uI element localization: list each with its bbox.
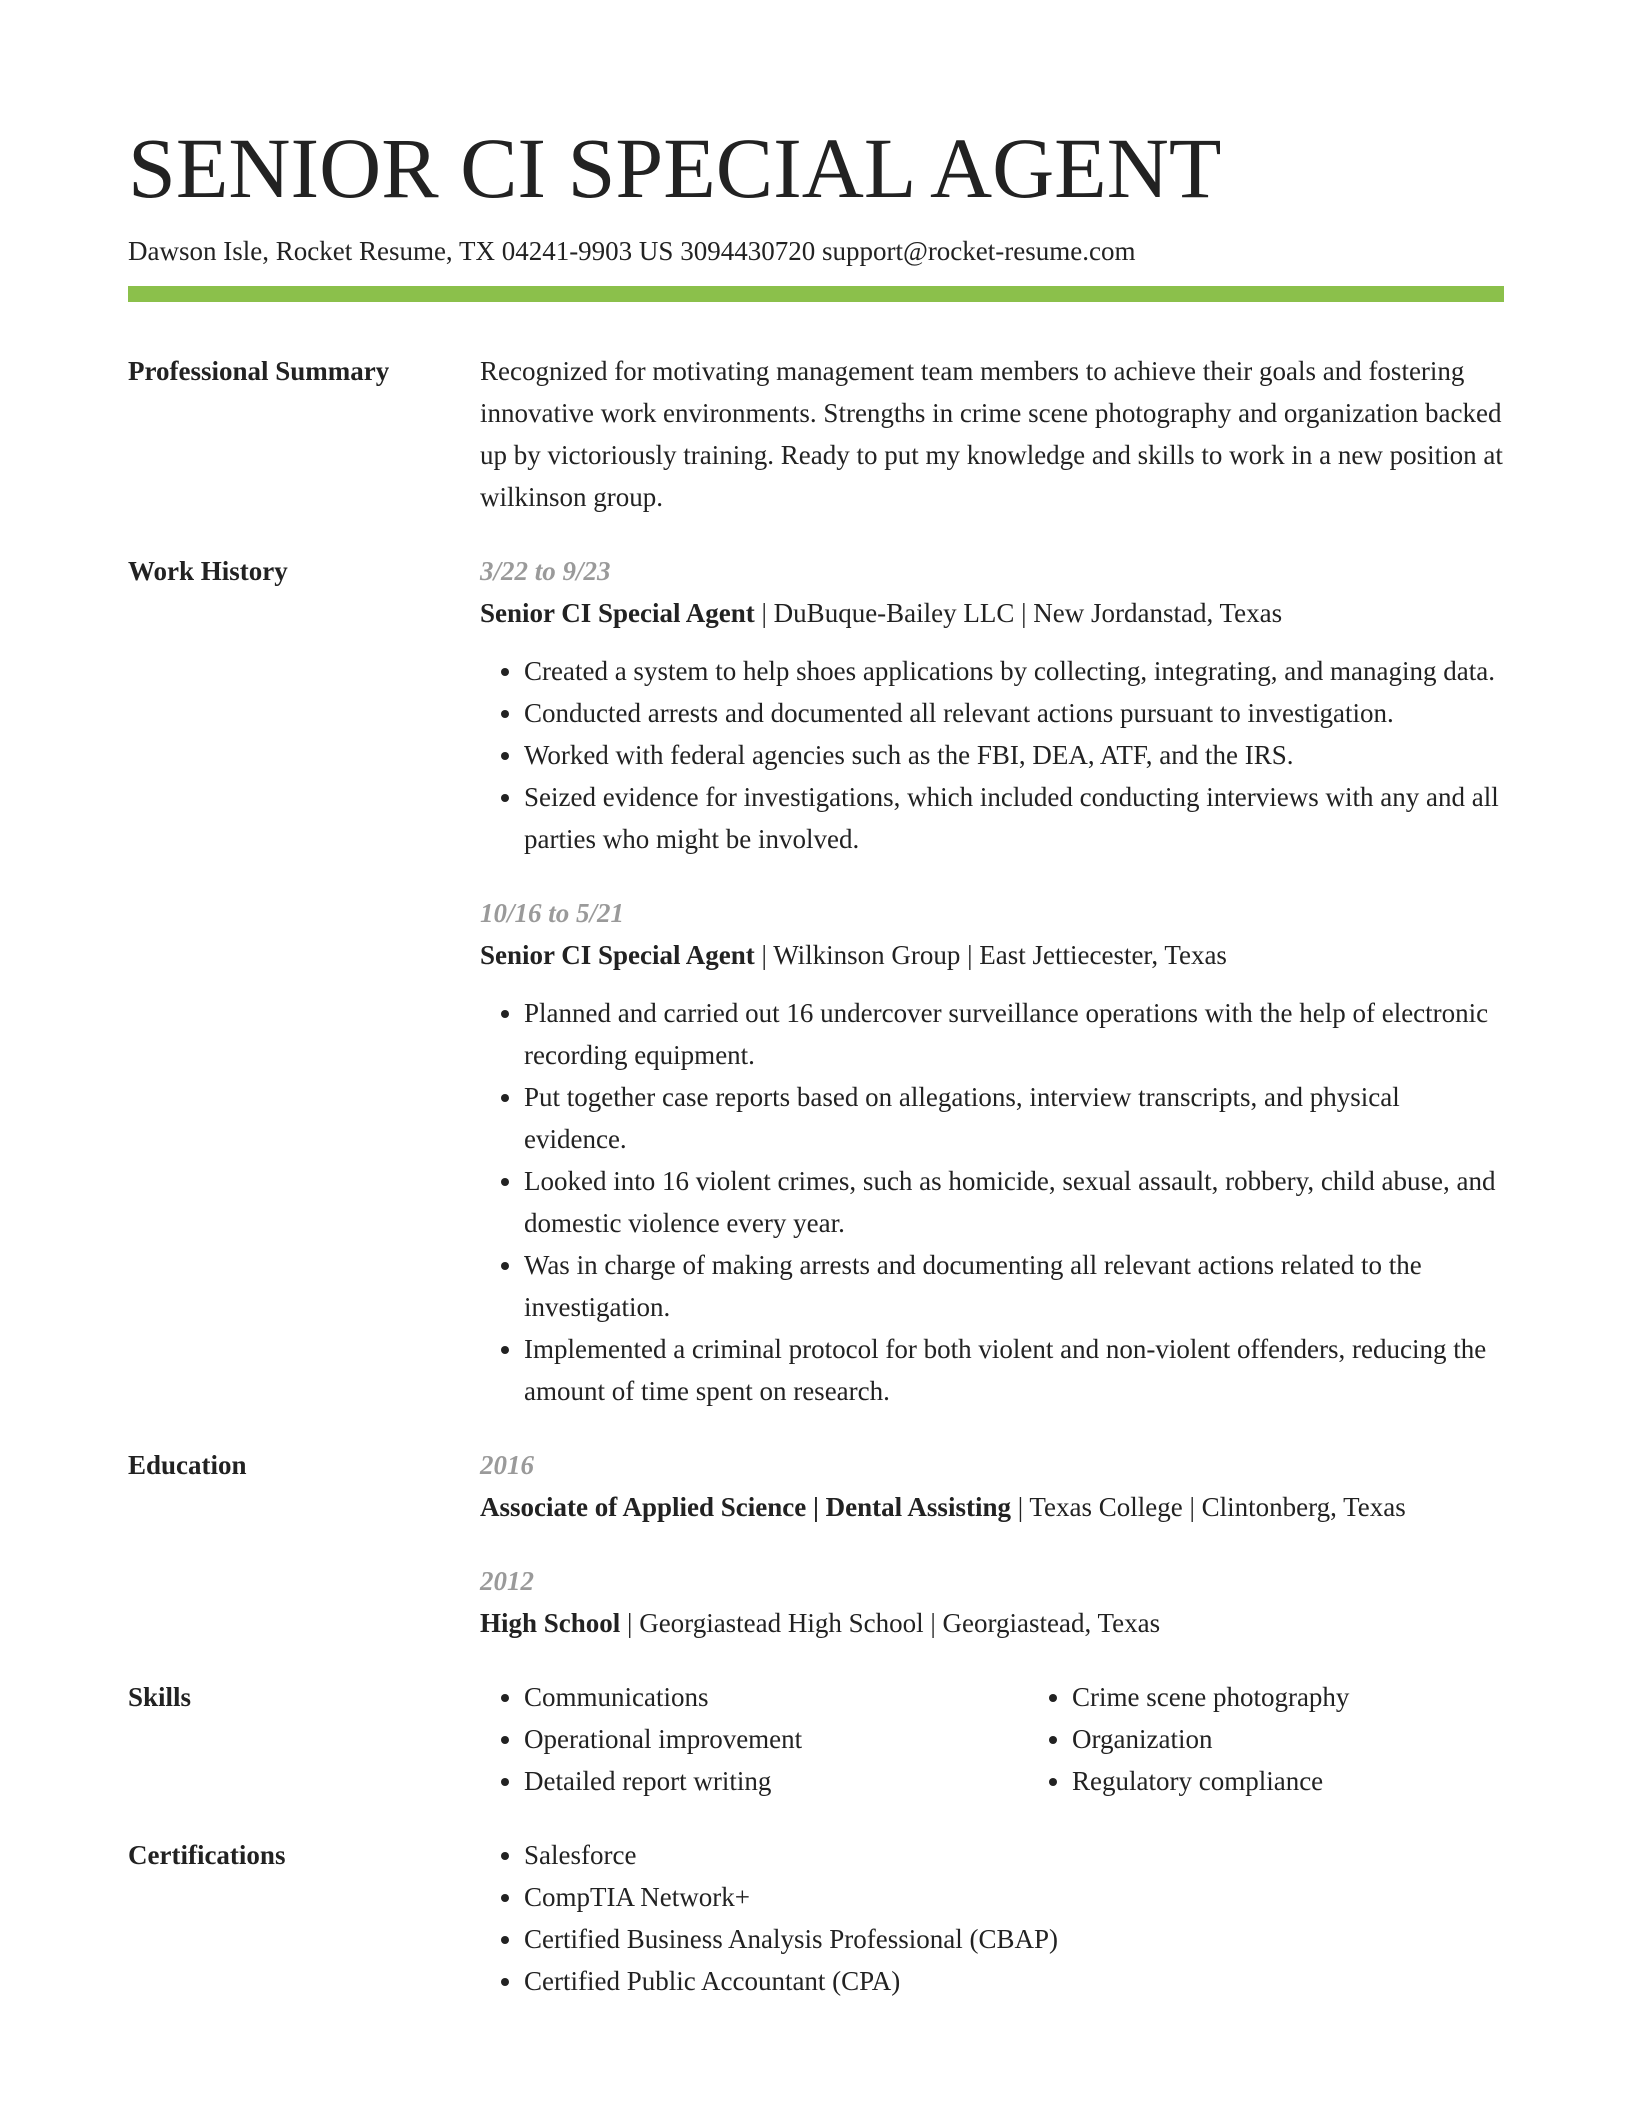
job-bullet: • Worked with federal agencies such as the FBI, DEA, ATF, and the IRS.: [524, 734, 1504, 776]
job-bullets: [480, 650, 1504, 860]
section-label-skills: Skills: [128, 1682, 192, 1712]
certifications-body: [480, 1834, 1504, 2002]
education-line: [480, 1602, 1504, 1644]
contact-address: Dawson Isle, Rocket Resume, TX 04241-9903 US: [128, 236, 674, 266]
job-entry: [480, 892, 1504, 1412]
job-bullet: • Created a system to help shoes applications by collecting, integrating, and managing data.: [524, 650, 1504, 692]
job-employer-location: | Wilkinson Group | East Jettiecester, Texas: [754, 940, 1227, 970]
job-bullet: • Put together case reports based on allegations, interview transcripts, and physical evidence.: [524, 1076, 1504, 1160]
education-degree: High School: [480, 1608, 621, 1638]
summary-body: [480, 350, 1504, 518]
job-bullet: • Was in charge of making arrests and documenting all relevant actions related to the investigation.: [524, 1244, 1504, 1328]
job-bullet: • Looked into 16 violent crimes, such as homicide, sexual assault, robbery, child abuse, and domestic violence every year.: [524, 1160, 1504, 1244]
section-skills: [128, 1676, 1504, 1802]
education-entry: [480, 1560, 1504, 1644]
education-school-location: | Georgiastead High School | Georgiastead, Texas: [620, 1608, 1161, 1638]
section-label-summary: Professional Summary: [128, 356, 390, 386]
job-bullet: • Seized evidence for investigations, which included conducting interviews with any and all parties who might be involved.: [524, 776, 1504, 860]
section-work-history: [128, 550, 1504, 1412]
candidate-name: SENIOR CI SPECIAL AGENT: [128, 120, 1222, 216]
work-history-body: [480, 550, 1504, 1412]
job-dates: 3/22 to 9/23: [480, 556, 611, 586]
skill-item: • Crime scene photography: [1072, 1676, 1576, 1718]
summary-text: Recognized for motivating management team members to achieve their goals and fostering innovative work environments. Strengths in crime scene photography and organization backed up by victoriously training. Ready to put my knowledge and skills to work in a new position at wilkinson group.: [480, 356, 1503, 512]
skill-item: • Detailed report writing: [524, 1760, 1028, 1802]
job-entry: [480, 550, 1504, 860]
section-label-certifications: Certifications: [128, 1840, 286, 1870]
contact-line: [128, 233, 1135, 269]
skill-item: • Organization: [1072, 1718, 1576, 1760]
header-divider: [128, 286, 1504, 302]
job-bullets: [480, 992, 1504, 1412]
education-year: 2012: [480, 1566, 534, 1596]
job-title-line: [480, 592, 1504, 634]
section-summary: [128, 350, 1504, 518]
job-title: Senior CI Special Agent: [480, 940, 755, 970]
section-education: [128, 1444, 1504, 1644]
section-certifications: [128, 1834, 1504, 2002]
job-bullet: • Conducted arrests and documented all relevant actions pursuant to investigation.: [524, 692, 1504, 734]
section-label-education: Education: [128, 1450, 247, 1480]
certification-item: • Certified Public Accountant (CPA): [524, 1960, 1504, 2002]
education-body: [480, 1444, 1504, 1644]
education-degree: Associate of Applied Science | Dental Assisting: [480, 1492, 1011, 1522]
skills-column-left: [480, 1676, 1028, 1802]
skill-item: • Regulatory compliance: [1072, 1760, 1576, 1802]
skills-grid: [480, 1676, 1576, 1802]
education-line: [480, 1486, 1504, 1528]
skills-column-right: [1028, 1676, 1576, 1802]
job-bullet: • Planned and carried out 16 undercover surveillance operations with the help of electronic recording equipment.: [524, 992, 1504, 1076]
job-dates: 10/16 to 5/21: [480, 898, 625, 928]
section-label-work-history: Work History: [128, 556, 288, 586]
contact-phone: 3094430720: [680, 236, 816, 266]
certification-list: [480, 1834, 1504, 2002]
job-bullet: • Implemented a criminal protocol for both violent and non-violent offenders, reducing the amount of time spent on research.: [524, 1328, 1504, 1412]
job-title: Senior CI Special Agent: [480, 598, 755, 628]
skills-body: [480, 1676, 1576, 1802]
education-year: 2016: [480, 1450, 534, 1480]
education-school-location: | Texas College | Clintonberg, Texas: [1010, 1492, 1406, 1522]
job-employer-location: | DuBuque-Bailey LLC | New Jordanstad, Texas: [754, 598, 1283, 628]
certification-item: • CompTIA Network+: [524, 1876, 1504, 1918]
contact-email: support@rocket-resume.com: [821, 236, 1136, 266]
resume-sections: [128, 350, 1504, 2034]
education-entry: [480, 1444, 1504, 1528]
skill-item: • Operational improvement: [524, 1718, 1028, 1760]
certification-item: • Salesforce: [524, 1834, 1504, 1876]
skill-item: • Communications: [524, 1676, 1028, 1718]
certification-item: • Certified Business Analysis Professional (CBAP): [524, 1918, 1504, 1960]
job-title-line: [480, 934, 1504, 976]
